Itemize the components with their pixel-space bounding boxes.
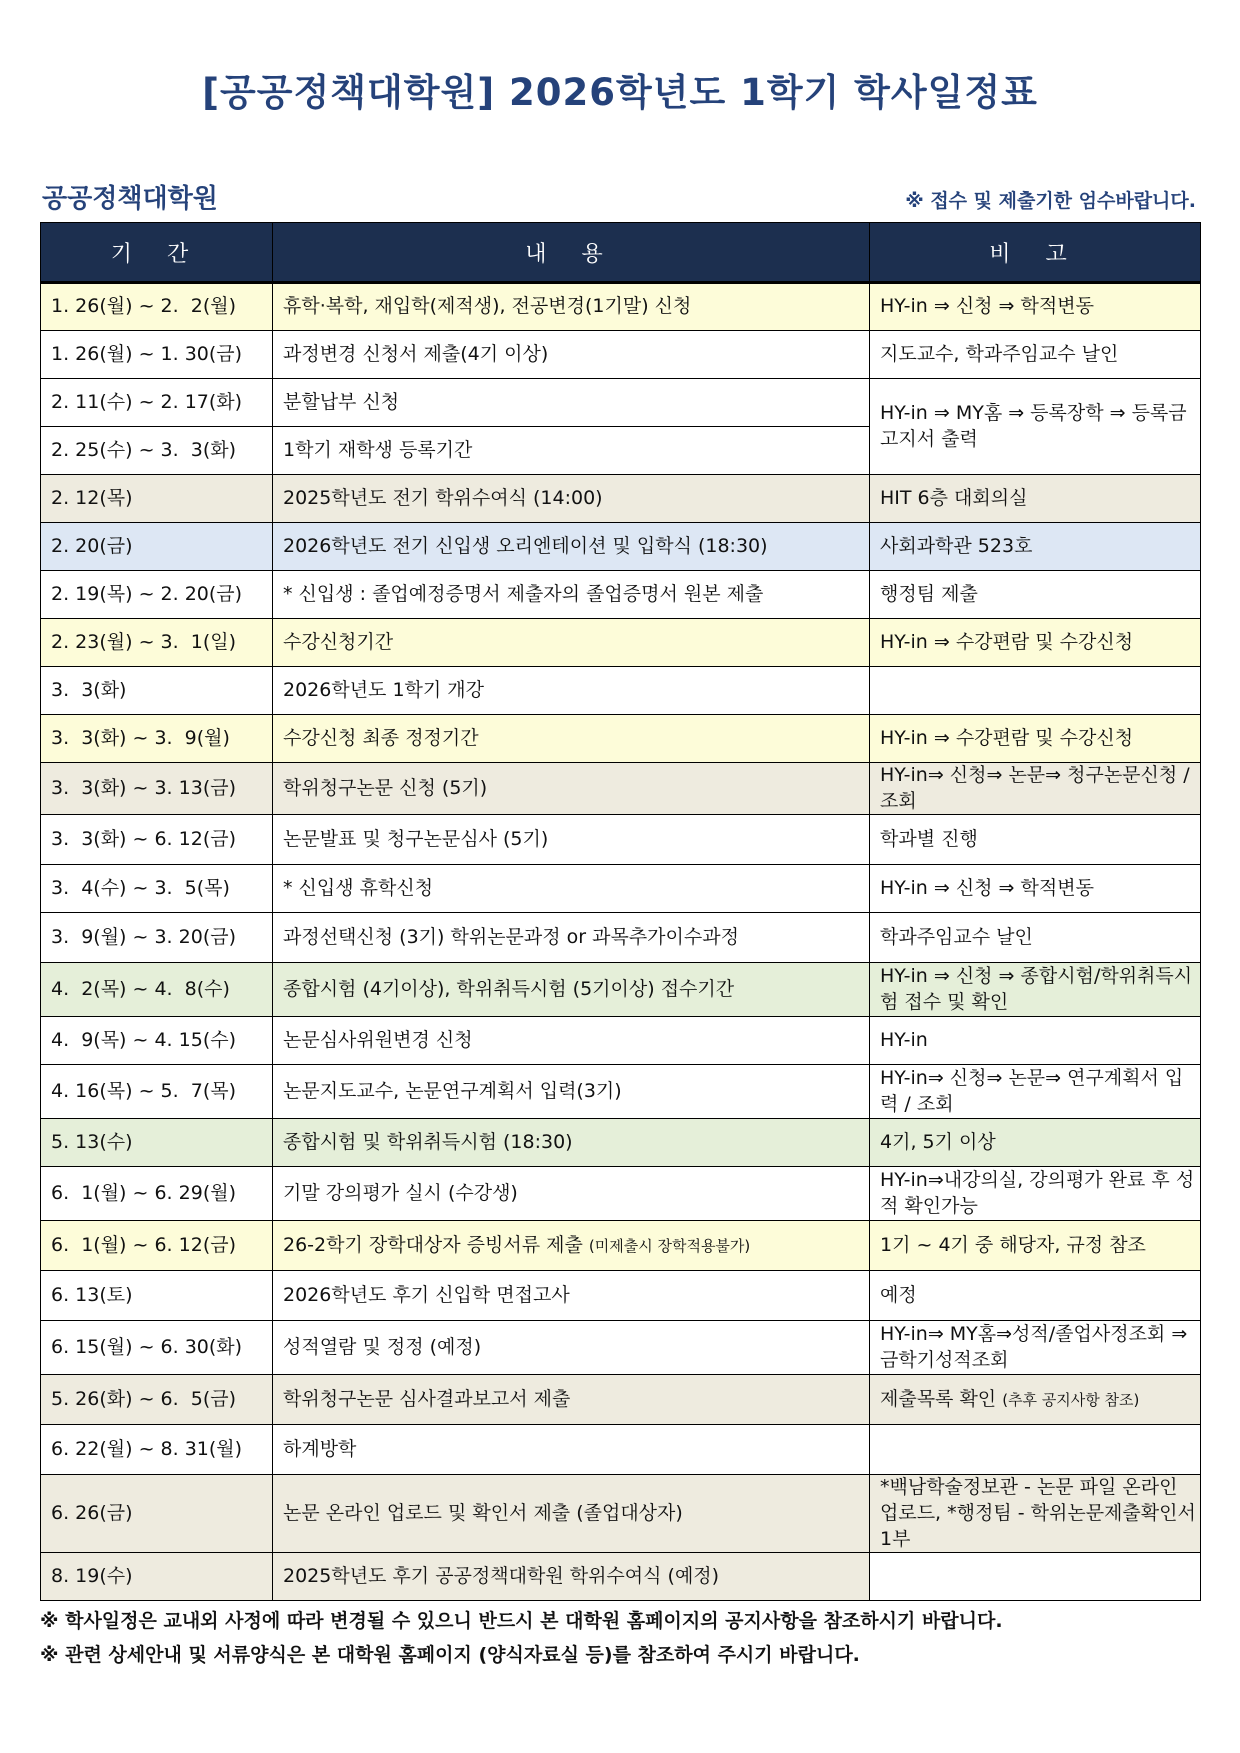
content-text: 수강신청기간: [283, 630, 394, 653]
note-text: 사회과학관 523호: [880, 534, 1033, 557]
note-cell: [870, 1321, 1201, 1375]
column-header-period: 기 간: [41, 223, 273, 283]
note-text: HY-in ⇒ MY홈 ⇒ 등록장학 ⇒ 등록금 고지서 출력: [880, 401, 1187, 450]
deadline-notice: ※ 접수 및 제출기한 엄수바랍니다.: [905, 190, 1196, 212]
note-cell: [870, 1271, 1201, 1321]
note-text: 지도교수, 학과주임교수 날인: [880, 342, 1119, 365]
table-row: [41, 1065, 1201, 1119]
section-title: 공공정책대학원: [42, 184, 218, 214]
period-cell: 8. 19(수): [41, 1553, 273, 1601]
table-row: [41, 331, 1201, 379]
table-row: [41, 571, 1201, 619]
content-text: 2025학년도 후기 공공정책대학원 학위수여식 (예정): [283, 1564, 720, 1587]
content-cell: [273, 1271, 870, 1321]
content-text: 종합시험 (4기이상), 학위취득시험 (5기이상) 접수기간: [283, 977, 735, 1000]
note-text: HY-in ⇒ 수강편람 및 수강신청: [880, 726, 1134, 749]
content-text: 종합시험 및 학위취득시험 (18:30): [283, 1130, 573, 1153]
content-text: 2026학년도 1학기 개강: [283, 678, 484, 701]
content-text: 2025학년도 전기 학위수여식 (14:00): [283, 486, 603, 509]
note-cell: [870, 815, 1201, 865]
note-subtext: (추후 공지사항 참조): [1002, 1390, 1140, 1409]
period-cell: 4. 2(목) ~ 4. 8(수): [41, 963, 273, 1017]
content-cell: [273, 667, 870, 715]
period-cell: 6. 15(월) ~ 6. 30(화): [41, 1321, 273, 1375]
content-cell: [273, 475, 870, 523]
table-row: [41, 1425, 1201, 1475]
period-cell: 5. 26(화) ~ 6. 5(금): [41, 1375, 273, 1425]
period-cell: 2. 23(월) ~ 3. 1(일): [41, 619, 273, 667]
content-cell: [273, 1475, 870, 1553]
period-cell: 6. 1(월) ~ 6. 12(금): [41, 1221, 273, 1271]
note-cell: [870, 283, 1201, 331]
note-text: HY-in⇒ 신청⇒ 논문⇒ 청구논문신청 /조회: [880, 764, 1190, 812]
note-cell: [870, 963, 1201, 1017]
period-cell: 3. 9(월) ~ 3. 20(금): [41, 913, 273, 963]
note-cell: [870, 619, 1201, 667]
content-text: 하계방학: [283, 1437, 357, 1460]
table-row: [41, 913, 1201, 963]
content-cell: [273, 331, 870, 379]
note-cell: [870, 1475, 1201, 1553]
content-text: * 신입생 휴학신청: [283, 876, 434, 899]
content-cell: [273, 815, 870, 865]
table-row: [41, 815, 1201, 865]
note-text: 행정팀 제출: [880, 582, 978, 605]
content-cell: [273, 1017, 870, 1065]
table-row: [41, 1017, 1201, 1065]
content-text: * 신입생 : 졸업예정증명서 제출자의 졸업증명서 원본 제출: [283, 582, 764, 605]
content-text: 2026학년도 전기 신입생 오리엔테이션 및 입학식 (18:30): [283, 534, 768, 557]
period-cell: 3. 4(수) ~ 3. 5(목): [41, 865, 273, 913]
table-row: [41, 1321, 1201, 1375]
content-text: 성적열람 및 정정 (예정): [283, 1335, 482, 1358]
table-row: [41, 1475, 1201, 1553]
content-text: 분할납부 신청: [283, 390, 400, 413]
table-row: [41, 1221, 1201, 1271]
content-text: 과정변경 신청서 제출(4기 이상): [283, 342, 549, 365]
period-cell: 3. 3(화) ~ 3. 13(금): [41, 763, 273, 815]
period-cell: 5. 13(수): [41, 1119, 273, 1167]
content-text: 과정선택신청 (3기) 학위논문과정 or 과목추가이수과정: [283, 925, 739, 948]
content-subtext: (미제출시 장학적용불가): [588, 1236, 751, 1255]
note-text: 학과주임교수 날인: [880, 925, 1033, 948]
content-cell: [273, 571, 870, 619]
period-cell: 3. 3(화): [41, 667, 273, 715]
note-cell: [870, 523, 1201, 571]
note-text: HY-in ⇒ 수강편람 및 수강신청: [880, 630, 1134, 653]
content-text: 1학기 재학생 등록기간: [283, 438, 473, 461]
content-cell: [273, 619, 870, 667]
table-row: [41, 1375, 1201, 1425]
note-cell: [870, 1553, 1201, 1601]
note-text: HY-in ⇒ 신청 ⇒ 종합시험/학위취득시험 접수 및 확인: [880, 965, 1193, 1013]
content-cell: [273, 523, 870, 571]
table-row: [41, 763, 1201, 815]
content-text: 휴학·복학, 재입학(제적생), 전공변경(1기말) 신청: [283, 295, 692, 318]
period-cell: 3. 3(화) ~ 6. 12(금): [41, 815, 273, 865]
table-row: [41, 1167, 1201, 1221]
content-cell: [273, 963, 870, 1017]
content-text: 학위청구논문 신청 (5기): [283, 776, 488, 799]
content-cell: [273, 1119, 870, 1167]
period-cell: 4. 16(목) ~ 5. 7(목): [41, 1065, 273, 1119]
column-header-note: 비 고: [870, 223, 1201, 283]
note-text: HY-in⇒ MY홈⇒성적/졸업사정조회 ⇒ 금학기성적조회: [880, 1323, 1188, 1371]
column-header-content: 내 용: [273, 223, 870, 283]
note-cell: [870, 1119, 1201, 1167]
content-cell: [273, 283, 870, 331]
note-cell: [870, 571, 1201, 619]
period-cell: 2. 25(수) ~ 3. 3(화): [41, 427, 273, 475]
content-cell: [273, 1221, 870, 1271]
period-cell: 3. 3(화) ~ 3. 9(월): [41, 715, 273, 763]
table-row: [41, 865, 1201, 913]
content-cell: [273, 913, 870, 963]
table-row: [41, 715, 1201, 763]
footer-notice-1: ※ 학사일정은 교내외 사정에 따라 변경될 수 있으니 반드시 본 대학원 홈페이지의 공지사항을 참조하시기 바랍니다.: [40, 1610, 1003, 1632]
note-text: HY-in ⇒ 신청 ⇒ 학적변동: [880, 295, 1094, 318]
table-row: [41, 1271, 1201, 1321]
content-text: 수강신청 최종 정정기간: [283, 726, 479, 749]
content-text: 26-2학기 장학대상자 증빙서류 제출: [283, 1233, 583, 1256]
period-cell: 2. 19(목) ~ 2. 20(금): [41, 571, 273, 619]
table-header-row: [41, 223, 1201, 283]
note-text: 예정: [880, 1283, 917, 1306]
period-cell: 6. 26(금): [41, 1475, 273, 1553]
note-cell: [870, 379, 1201, 475]
table-row: [41, 1553, 1201, 1601]
note-text: 제출목록 확인: [880, 1387, 997, 1410]
content-text: 학위청구논문 심사결과보고서 제출: [283, 1387, 571, 1410]
note-cell: [870, 1017, 1201, 1065]
note-text: HY-in: [880, 1028, 928, 1051]
note-cell: [870, 1065, 1201, 1119]
note-text: HIT 6층 대회의실: [880, 486, 1028, 509]
period-cell: 1. 26(월) ~ 1. 30(금): [41, 331, 273, 379]
note-text: HY-in⇒ 신청⇒ 논문⇒ 연구계획서 입력 / 조회: [880, 1067, 1184, 1115]
period-cell: 6. 1(월) ~ 6. 29(월): [41, 1167, 273, 1221]
content-text: 논문 온라인 업로드 및 확인서 제출 (졸업대상자): [283, 1501, 683, 1524]
note-cell: [870, 1221, 1201, 1271]
content-text: 논문발표 및 청구논문심사 (5기): [283, 827, 549, 850]
schedule-table-body: [41, 283, 1201, 1601]
table-row: [41, 1119, 1201, 1167]
content-cell: [273, 715, 870, 763]
note-cell: [870, 1425, 1201, 1475]
content-cell: [273, 1375, 870, 1425]
note-cell: [870, 1167, 1201, 1221]
footer-notice-2: ※ 관련 상세안내 및 서류양식은 본 대학원 홈페이지 (양식자료실 등)를 참조하여 주시기 바랍니다.: [40, 1644, 860, 1666]
table-row: [41, 283, 1201, 331]
table-row: [41, 619, 1201, 667]
content-text: 2026학년도 후기 신입학 면접고사: [283, 1283, 570, 1306]
period-cell: 2. 11(수) ~ 2. 17(화): [41, 379, 273, 427]
note-cell: [870, 913, 1201, 963]
period-cell: 4. 9(목) ~ 4. 15(수): [41, 1017, 273, 1065]
schedule-table: [40, 222, 1201, 1601]
content-cell: [273, 865, 870, 913]
content-text: 기말 강의평가 실시 (수강생): [283, 1181, 518, 1204]
table-row: [41, 523, 1201, 571]
note-text: HY-in ⇒ 신청 ⇒ 학적변동: [880, 876, 1094, 899]
period-cell: 6. 22(월) ~ 8. 31(월): [41, 1425, 273, 1475]
note-text: *백남학술정보관 - 논문 파일 온라인 업로드, *행정팀 - 학위논문제출확인서 1부: [880, 1476, 1196, 1550]
note-cell: [870, 667, 1201, 715]
note-text: HY-in⇒내강의실, 강의평가 완료 후 성적 확인가능: [880, 1169, 1195, 1217]
content-cell: [273, 1553, 870, 1601]
table-row: [41, 379, 1201, 427]
period-cell: 2. 20(금): [41, 523, 273, 571]
content-cell: [273, 1065, 870, 1119]
content-cell: [273, 1321, 870, 1375]
content-cell: [273, 763, 870, 815]
content-cell: [273, 379, 870, 427]
table-row: [41, 475, 1201, 523]
content-cell: [273, 1167, 870, 1221]
content-text: 논문심사위원변경 신청: [283, 1028, 473, 1051]
note-cell: [870, 1375, 1201, 1425]
note-cell: [870, 331, 1201, 379]
note-cell: [870, 865, 1201, 913]
period-cell: 6. 13(토): [41, 1271, 273, 1321]
note-text: 학과별 진행: [880, 827, 978, 850]
note-cell: [870, 475, 1201, 523]
table-row: [41, 667, 1201, 715]
period-cell: 1. 26(월) ~ 2. 2(월): [41, 283, 273, 331]
note-text: 1기 ~ 4기 중 해당자, 규정 참조: [880, 1233, 1146, 1256]
table-row: [41, 963, 1201, 1017]
content-cell: [273, 1425, 870, 1475]
note-cell: [870, 763, 1201, 815]
page-title: [공공정책대학원] 2026학년도 1학기 학사일정표: [202, 71, 1038, 114]
note-cell: [870, 715, 1201, 763]
content-text: 논문지도교수, 논문연구계획서 입력(3기): [283, 1079, 622, 1102]
note-text: 4기, 5기 이상: [880, 1130, 996, 1153]
period-cell: 2. 12(목): [41, 475, 273, 523]
content-cell: [273, 427, 870, 475]
